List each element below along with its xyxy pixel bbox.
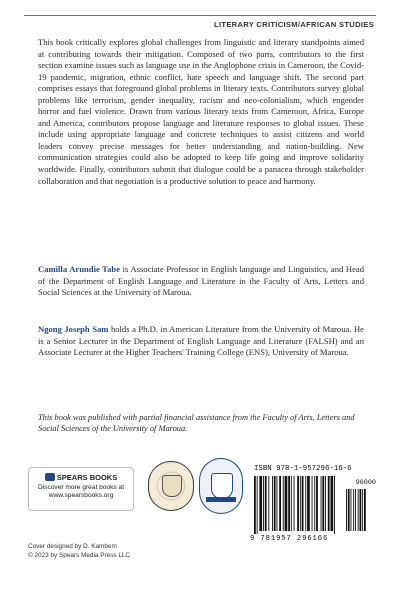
publisher-url[interactable]: www.spearsbooks.org (48, 492, 114, 499)
category-label: LITERARY CRITICISM/AFRICAN STUDIES (214, 20, 374, 29)
top-rule (24, 15, 376, 16)
seal-crest-icon (211, 473, 233, 499)
addon-bar (358, 489, 359, 531)
isbn-barcode (250, 465, 376, 547)
addon-bar (364, 489, 366, 531)
barcode-bar (297, 476, 299, 531)
cover-credit (28, 543, 130, 560)
barcode-digits: 9 781957 296166 (250, 535, 329, 543)
publisher-tagline: Discover more great books at (37, 484, 125, 491)
copyright-notice: © 2023 by Spears Media Press LLC (28, 551, 131, 559)
addon-bar (362, 489, 363, 531)
barcode-bar (272, 476, 273, 531)
seal-banner (206, 497, 236, 502)
barcode-bar (307, 476, 310, 531)
author-name-2: Ngong Joseph Sam (38, 324, 109, 334)
barcode-bar (285, 476, 288, 531)
barcode-bar (254, 476, 256, 534)
seal-shield-icon (162, 475, 182, 497)
spears-logo-icon (45, 473, 55, 481)
addon-bar (348, 489, 350, 531)
barcode-bar (277, 476, 278, 531)
barcode-icon (250, 465, 376, 537)
university-of-maroua-seal-icon (148, 461, 194, 511)
funding-note: This book was published with partial financial assistance from the Faculty of Arts, Letters and Social Sciences of the University of Maroua. (38, 413, 355, 434)
author-name-1: Camilla Arundie Tabe (38, 264, 121, 274)
cover-design-credit: Cover designed by D. Kambem (28, 543, 117, 550)
barcode-bar (321, 476, 322, 531)
addon-bar (360, 489, 362, 531)
barcode-bar (288, 476, 290, 531)
barcode-bar (263, 476, 264, 531)
barcode-bar (259, 476, 262, 531)
barcode-bar (334, 476, 335, 534)
publisher-box[interactable] (28, 467, 134, 511)
publisher-logo-text: SPEARS BOOKS (56, 473, 118, 482)
barcode-bar (274, 476, 276, 531)
addon-bar (346, 489, 347, 531)
barcode-bar (268, 476, 269, 531)
addon-bar (351, 489, 352, 531)
author-bio-text-2: holds a Ph.D. in American Literature from the University of Maroua. He is a Senior Lecturer in the Department of English Language and Literature (FALSH) and an Associate Lecturer at the Higher Teachers' Training College (ENS), University of Maroua. (38, 324, 364, 358)
book-description: This book critically explores global challenges from linguistic and literary standpoints aimed at contributing towards their mitigation. Composed of two parts, contributors to the first section examine issues such as language use in the Anglophone crisis in Cameroon, the Covid-19 pandemic, migration, ethnic conflict, hate speech and language shift. The second part comprises essays that foreground global problems in literary texts. Contributors survey global problems like terrorism, gender inequality, racism and neo-colonialism, which engender horror and fuel violence. Drawn from various literary texts from Cameroon, Africa, Europe and America, contributors propose language and literature responses to global issues. These include using appropriate language and concrete techniques to assist citizens and world leaders convey precise messages for better understanding and nation-building. New communication strategies could also be adopted to keep life going and improve solidarity worldwide. Finally, contributors submit that dialogue could be a panacea through stakeholder collaboration and that negotiation is a productive solution to peace and harmony. (38, 37, 364, 186)
isbn-text: ISBN 978-1-957296-16-6 (254, 465, 352, 473)
barcode-bar (322, 476, 324, 531)
faculty-seal-icon (199, 458, 243, 514)
addon-bar (353, 489, 354, 531)
barcode-bar (305, 476, 306, 531)
barcode-bar (302, 476, 304, 531)
barcode-bar (279, 476, 281, 531)
barcode-bar (316, 476, 318, 531)
barcode-bar (300, 476, 301, 531)
barcode-bar (314, 476, 315, 531)
barcode-bar (325, 476, 326, 531)
barcode-bar (291, 476, 292, 531)
barcode-bar (283, 476, 284, 531)
barcode-bar (328, 476, 330, 531)
barcode-bar (257, 476, 258, 534)
barcode-bar (331, 476, 334, 531)
author-bio-2 (38, 324, 364, 359)
barcode-bar (312, 476, 313, 531)
barcode-bar (265, 476, 267, 531)
price-code: 90000 (355, 479, 376, 487)
author-bio-text-1: is Associate Professor in English language and Linguistics, and Head of the Department of English Language and Literature in the Faculty of Arts, Letters and Social Sciences at the University of Maroua. (38, 264, 364, 298)
author-bio-1 (38, 264, 364, 299)
barcode-bar (294, 476, 295, 531)
publisher-logo (29, 473, 133, 482)
addon-bar (355, 489, 356, 531)
